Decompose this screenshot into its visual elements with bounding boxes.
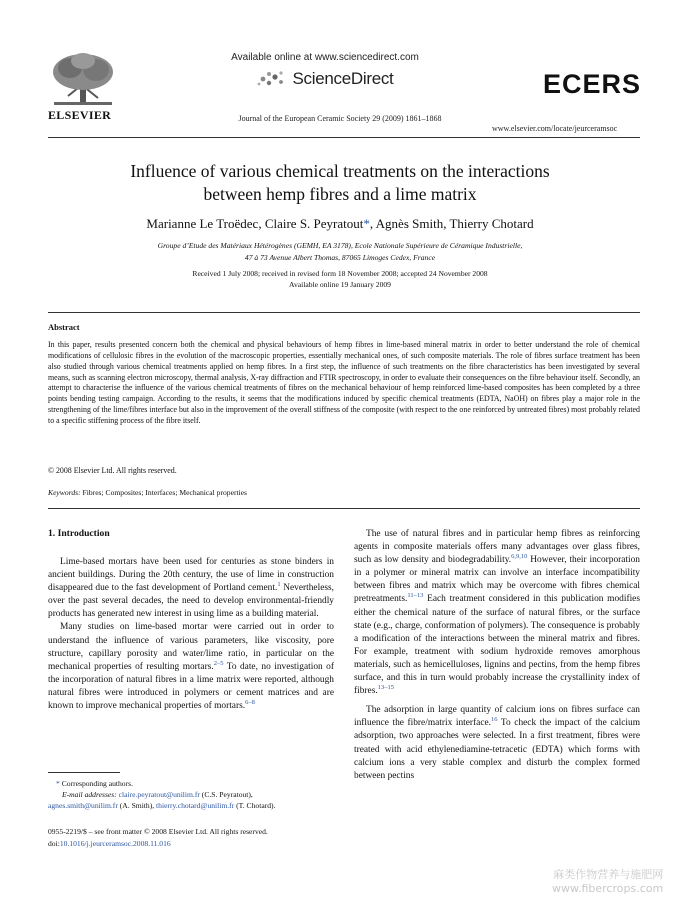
ref-link[interactable]: 16	[491, 716, 498, 724]
article-title	[60, 160, 620, 206]
intro-paragraph-4: The adsorption in large quantity of calcium ions on fibres surface can influence the fibre/matrix interface.$^{16}$ To check the impact of the calcium adsorption, two approaches were selected. In a first treatment, fibres were treated with acid ethylenediamine-tetracetic (EDTA) which forms with calcium ions a very stable complex and disturb the complex formed between pectins	[354, 705, 640, 781]
abstract-copyright: © 2008 Elsevier Ltd. All rights reserved.	[48, 466, 177, 475]
issn-line: 0955-2219/$ – see front matter © 2008 Elsevier Ltd. All rights reserved.	[48, 827, 268, 836]
keywords-label: Keywords:	[48, 488, 81, 497]
doi-link[interactable]: 10.1016/j.jeurceramsoc.2008.11.016	[59, 839, 171, 848]
email-link[interactable]: agnes.smith@unilim.fr	[48, 801, 118, 810]
article-dates	[80, 268, 600, 290]
abstract-top-rule	[48, 312, 640, 313]
sciencedirect-header	[200, 52, 450, 89]
footnote	[48, 778, 348, 811]
ref-link[interactable]: 2–5	[213, 659, 224, 667]
title-line-1: Influence of various chemical treatments on the interactions	[130, 161, 550, 181]
journal-url[interactable]: www.elsevier.com/locate/jeurceramsoc	[492, 124, 618, 133]
corresponding-star-link[interactable]: *	[363, 216, 370, 231]
authors	[60, 216, 620, 232]
footnote-rule	[48, 772, 120, 773]
email-line-1: E-mail addresses: claire.peyratout@unilim.fr (C.S. Peyratout),	[62, 790, 253, 799]
affiliation-line-1: Groupe d’Etude des Matériaux Hétérogènes (GEMH, EA 3178), Ecole Nationale Supérieure de Céramique Industrielle,	[157, 241, 523, 250]
section-heading-introduction: 1. Introduction	[48, 528, 110, 539]
journal-citation: Journal of the European Ceramic Society 29 (2009) 1861–1868	[238, 114, 442, 123]
email-link[interactable]: thierry.chotard@unilim.fr	[156, 801, 235, 810]
abstract-heading: Abstract	[48, 322, 80, 332]
ref-link[interactable]: 6,9,10	[511, 553, 528, 561]
ref-link[interactable]: 1	[277, 581, 281, 589]
keywords	[48, 488, 247, 497]
affiliation-line-2: 47 à 73 Avenue Albert Thomas, 87065 Limoges Cedex, France	[244, 253, 436, 262]
email-line-2: agnes.smith@unilim.fr (A. Smith), thierry.chotard@unilim.fr (T. Chotard).	[48, 801, 276, 810]
sciencedirect-dots-icon	[257, 69, 287, 89]
corresponding-note: * Corresponding authors.	[56, 779, 133, 788]
abstract-bottom-rule	[48, 508, 640, 509]
elsevier-tree-logo	[48, 52, 118, 106]
header-rule	[48, 137, 640, 138]
ref-link[interactable]: 6–8	[245, 698, 255, 706]
ecers-logo	[543, 70, 641, 98]
sciencedirect-name: ScienceDirect	[292, 69, 394, 88]
intro-paragraph-2: Many studies on lime-based mortar were carried out in order to understand the influence of various parameters, like viscosity, pore structure, capillary porosity and water/lime ratio, in particular on the mechanical properties of resulting mortars.$^{2-5}$ To date, no investigation of the incorporation of natural fibres in a lime matrix were reported, although natural fibres were introduced in polymers or cement matrices and are known to improve mechanical properties of mortars.$^{6-8}$	[48, 622, 334, 712]
intro-paragraph-1: Lime-based mortars have been used for centuries as stone binders in ancient buildings. During the 20th century, the use of lime in construction disappeared due to the fast development of Portland cement.$^1$ Nevertheless, over the past several decades, the need to develop environmental-friendly products has generated new interest in using lime as a building material.	[48, 557, 335, 620]
doi-line: doi:10.1016/j.jeurceramsoc.2008.11.016	[48, 839, 171, 848]
sciencedirect-logo	[200, 69, 450, 89]
watermark-line-2: www.fibercrops.com	[552, 882, 664, 895]
elsevier-logo-text: ELSEVIER	[48, 108, 112, 122]
title-line-2: between hemp fibres and a lime matrix	[203, 184, 477, 204]
keywords-list: Fibres; Composites; Interfaces; Mechanical properties	[82, 488, 248, 497]
authors-first: Marianne Le Troëdec, Claire S. Peyratout	[146, 216, 364, 231]
intro-paragraph-3: The use of natural fibres and in particular hemp fibres as reinforcing agents in composite materials offers many advantages over glass fibres, such as low density and biodegradability.$^{6,9,10}$ However, their incorporation in a polymer or mineral matrix can involve an interface incompatibility between fibres and matrix which may be overcome with fibres chemical pretreatments.$^{11-13}$ Each treatment considered in this publication modifies either the chemical nature of the surface of natural fibres, or the surface state (e.g., charge, conformation of polymers). The consequence is probably a modification of the interactions between the mineral matrix and fibres. For example, treatment with sodium hydroxide removes amorphous materials, such as hemicelluloses, lignins and pectins, from the hemp fibres surface, and this in turn would probably increase the crystallinity index of fibres.$^{13-15}$	[354, 529, 640, 697]
front-matter	[48, 826, 268, 850]
abstract-text: In this paper, results presented concern both the chemical and physical behaviours of hemp fibres in lime-based mineral matrix in order to better understand the role of chemical modifications of cellulosic fibres in the evolution of the macroscopic properties, essentially mechanical ones, of such composite materials. The role of fibres surface treatment has been also studied through various chemical treatments applied on hemp fibres. In a first step, the influence of such treatments on the fibre characteristics has been investigated by several means, such as scanning electron microscopy, thermal analysis, X-ray diffraction and FTIR spectroscopy, in order to evaluate their consequences on the fibre behaviour itself. Secondly, an attempt to characterise the influence of the various chemical treatments of fibres on the mechanical behaviour of hemp reinforced lime-based composites has been completed by a three points bending testing campaign. According to the results, it seems that the modifications induced by specific chemical treatments (EDTA, NaOH) on fibres play a major role in the strengthening of the lime/fibres interface but also in the improvement of the overall stiffness of the composite (with respect to the one reinforced by untreated fibres) most probably related to a specific stiffening process of the fibre itself.	[48, 340, 640, 425]
right-column	[354, 528, 640, 783]
ecers-logo-text: ECERS	[543, 70, 641, 98]
available-online-text[interactable]: Available online at www.sciencedirect.com	[231, 52, 419, 63]
watermark-line-1: 麻类作物营养与施肥网	[553, 868, 664, 881]
received-dates: Received 1 July 2008; received in revised form 18 November 2008; accepted 24 November 2008	[192, 269, 488, 278]
email-link[interactable]: claire.peyratout@unilim.fr	[118, 790, 200, 799]
ref-link[interactable]: 11–13	[407, 592, 424, 600]
ref-link[interactable]: 13–15	[377, 684, 394, 691]
watermark	[552, 868, 663, 896]
affiliation	[80, 240, 600, 264]
available-online-date: Available online 19 January 2009	[289, 280, 391, 289]
left-column	[48, 556, 334, 713]
authors-rest: , Agnès Smith, Thierry Chotard	[369, 216, 534, 231]
